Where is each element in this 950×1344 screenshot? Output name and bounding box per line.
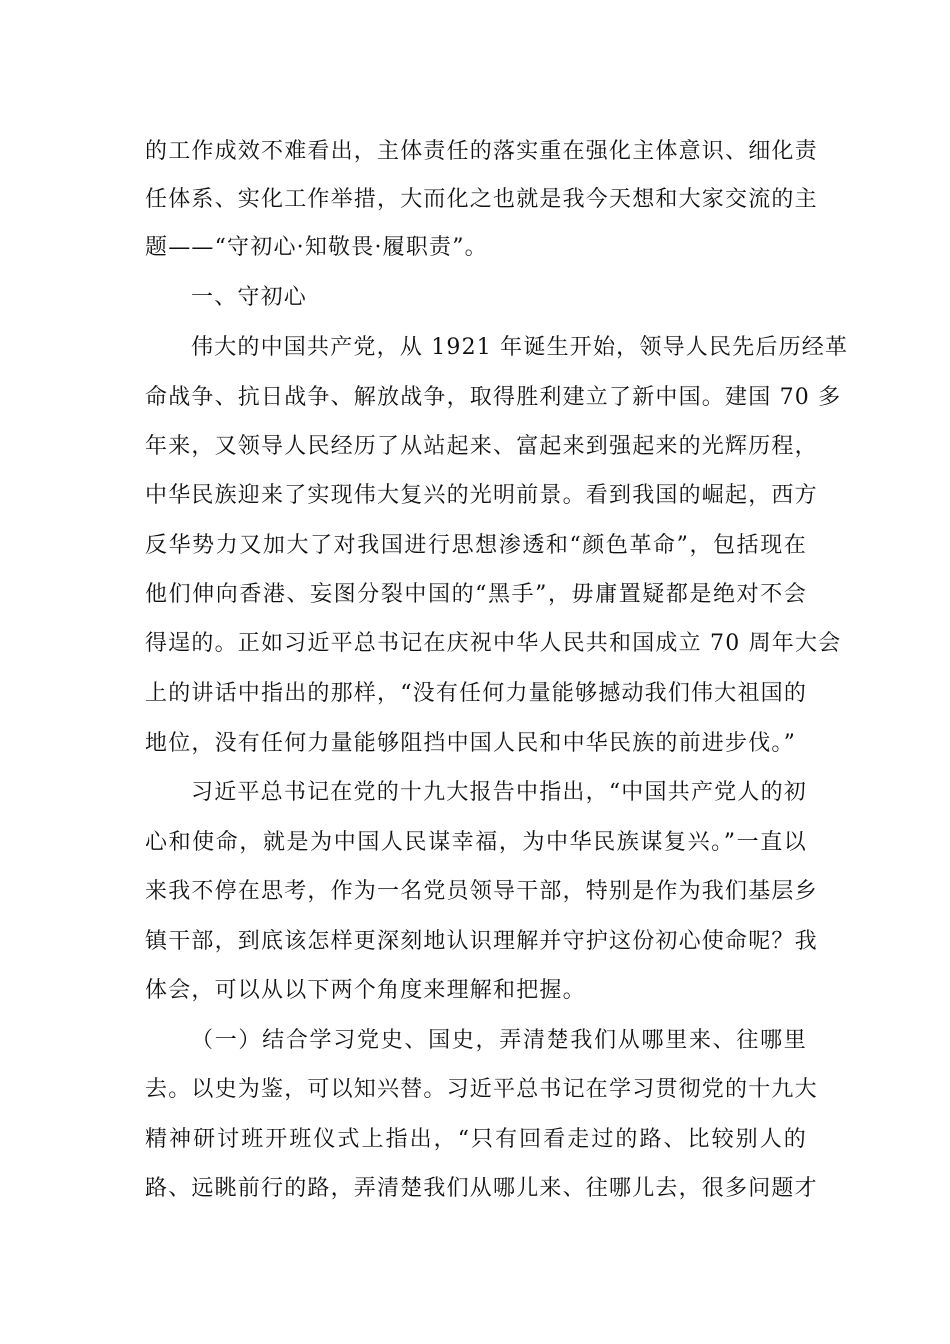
paragraph-line: 心和使命，就是为中国人民谋幸福，为中华民族谋复兴。”一直以 <box>145 830 807 855</box>
paragraph-line: 精神研讨班开班仪式上指出，“只有回看走过的路、比较别人的 <box>145 1127 807 1152</box>
paragraph-line: 命战争、抗日战争、解放战争，取得胜利建立了新中国。建国 70 多 <box>145 385 842 410</box>
paragraph-line: 伟大的中国共产党，从 1921 年诞生开始，领导人民先后历经革 <box>191 335 849 360</box>
paragraph-line: 题——“守初心·知敬畏·履职责”。 <box>145 235 488 260</box>
paragraph-line: 来我不停在思考，作为一名党员领导干部，特别是作为我们基层乡 <box>145 879 818 904</box>
section-heading: 一、守初心 <box>191 285 308 310</box>
paragraph-line: 反华势力又加大了对我国进行思想渗透和“颜色革命”，包括现在 <box>145 533 807 558</box>
paragraph-line: 体会，可以从以下两个角度来理解和把握。 <box>145 978 586 1003</box>
paragraph-line: 年来，又领导人民经历了从站起来、富起来到强起来的光辉历程， <box>145 434 818 459</box>
paragraph-line: （一）结合学习党史、国史，弄清楚我们从哪里来、往哪里 <box>191 1028 807 1053</box>
paragraph-line: 习近平总书记在党的十九大报告中指出，“中国共产党人的初 <box>191 780 807 805</box>
paragraph-line: 他们伸向香港、妄图分裂中国的“黑手”，毋庸置疑都是绝对不会 <box>145 582 807 607</box>
paragraph-line: 地位，没有任何力量能够阻挡中国人民和中华民族的前进步伐。” <box>145 731 797 756</box>
paragraph-line: 上的讲话中指出的那样，“没有任何力量能够撼动我们伟大祖国的 <box>145 681 808 706</box>
paragraph-line: 的工作成效不难看出，主体责任的落实重在强化主体意识、细化责 <box>145 139 818 164</box>
paragraph-line: 中华民族迎来了实现伟大复兴的光明前景。看到我国的崛起，西方 <box>145 483 818 508</box>
paragraph-line: 去。以史为鉴，可以知兴替。习近平总书记在学习贯彻党的十九大 <box>145 1077 818 1102</box>
paragraph-line: 得逞的。正如习近平总书记在庆祝中华人民共和国成立 70 周年大会 <box>145 631 842 656</box>
paragraph-line: 任体系、实化工作举措，大而化之也就是我今天想和大家交流的主 <box>145 187 818 212</box>
paragraph-line: 镇干部，到底该怎样更深刻地认识理解并守护这份初心使命呢？我 <box>145 929 818 954</box>
paragraph-line: 路、远眺前行的路，弄清楚我们从哪儿来、往哪儿去，很多问题才 <box>145 1176 818 1201</box>
